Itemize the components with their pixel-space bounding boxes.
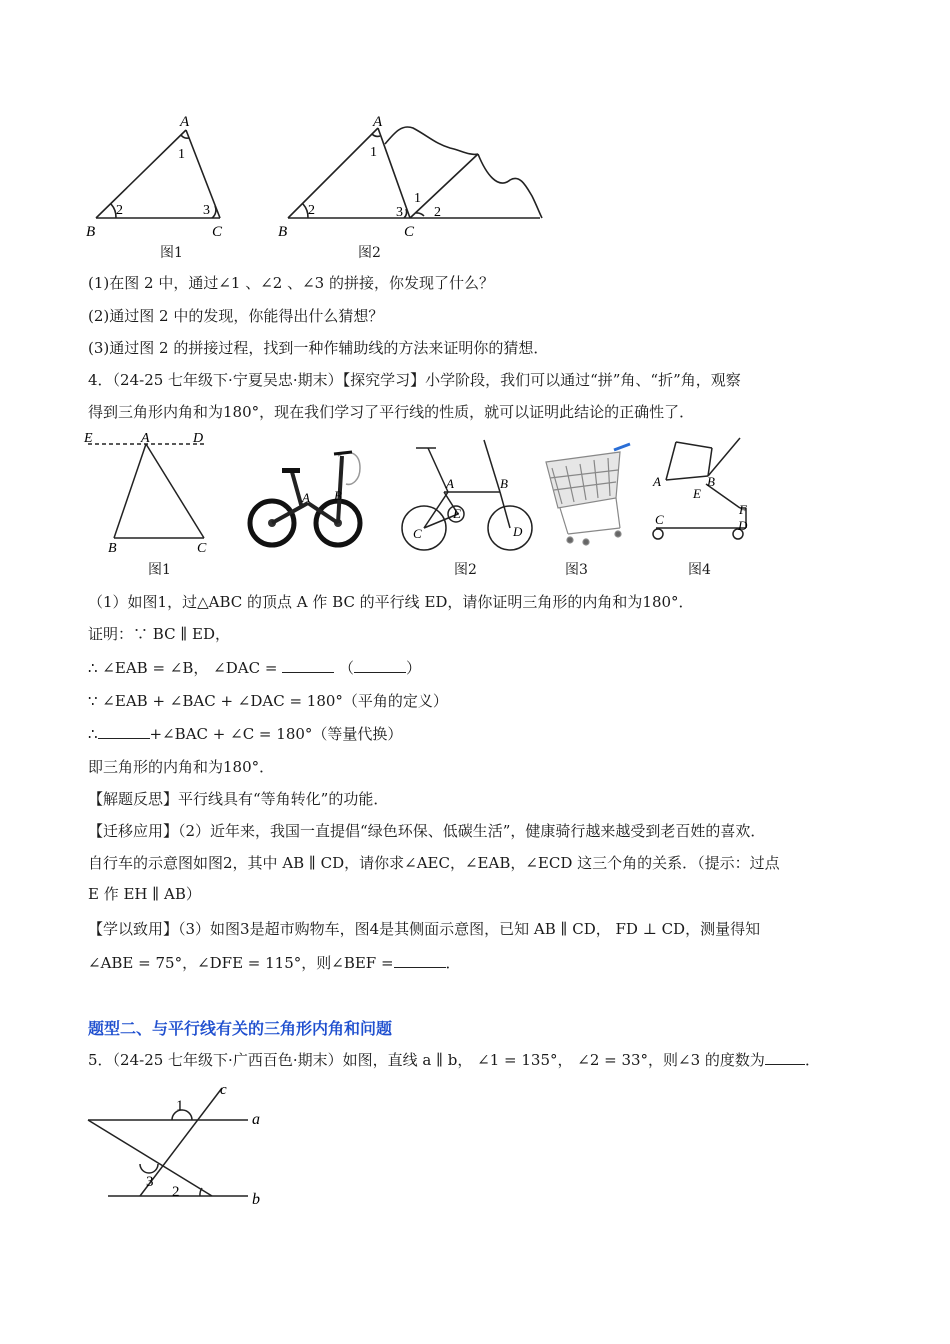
q4-step-3-answer-blank[interactable] — [98, 724, 150, 739]
fig1-angle-3: 3 — [203, 203, 210, 218]
q4-reflection: 【解题反思】平行线具有“等角转化”的功能． — [88, 790, 389, 808]
q4-step-3-text: +∠BAC + ∠C = 180°（等量代换） — [149, 725, 403, 743]
q5-question-text: 5．（24-25 七年级下·广西百色·期末）如图，直线 a ∥ b， ∠1 = 135°， ∠2 = 33°，则∠3 的度数为 — [88, 1051, 765, 1069]
q5-label-c: c — [220, 1082, 227, 1098]
q4-proof-step-3 — [88, 724, 402, 744]
q4-step-3-therefore: ∴ — [88, 725, 98, 743]
q5-angle-3: 3 — [146, 1174, 154, 1190]
q5-question-end: ． — [804, 1051, 820, 1069]
q4-fig4-label-f: F — [739, 502, 747, 517]
q4-part-2-line-2: 自行车的示意图如图2，其中 AB ∥ CD，请你求∠AEC，∠EAB，∠ECD 这三个角的关系．（提示：过点 — [88, 854, 780, 872]
q4-fig3-caption: 图3 — [565, 562, 588, 578]
q4-fig4-label-c: C — [655, 512, 664, 527]
section-heading: 题型二、与平行线有关的三角形内角和问题 — [88, 1019, 393, 1038]
q4-proof-step-2: ∵ ∠EAB + ∠BAC + ∠DAC = 180°（平角的定义） — [88, 692, 448, 710]
q4-step-1-answer-blank[interactable] — [282, 658, 334, 673]
q4-proof-conclusion: 即三角形的内角和为180°． — [88, 758, 275, 776]
fig2-label-a: A — [373, 114, 383, 130]
q4-intro-line-1: 4．（24-25 七年级下·宁夏吴忠·期末）【探究学习】小学阶段，我们可以通过“拼”角、“折”角，观察 — [88, 371, 741, 389]
q4-step-1-reason-blank[interactable] — [354, 658, 406, 673]
q3-part-3: (3)通过图 2 的拼接过程，找到一种作辅助线的方法来证明你的猜想． — [88, 339, 549, 357]
q4-part-2-line-1: 【迁移应用】（2）近年来，我国一直提倡“绿色环保、低碳生活”，健康骑行越来越受到老百姓的喜欢． — [88, 822, 766, 840]
fig1-angle-1: 1 — [178, 147, 185, 162]
fig2-angle-1: 1 — [370, 145, 377, 160]
q4-fig1-label-e: E — [84, 431, 93, 446]
q5-question — [88, 1050, 820, 1070]
q4-fig1-label-a: A — [141, 431, 150, 446]
q4-figures — [80, 428, 780, 558]
q4-part-1: （1）如图1，过△ABC 的顶点 A 作 BC 的平行线 ED，请你证明三角形的内角和为180°． — [88, 593, 694, 611]
q4-step-1-paren-close: ） — [405, 659, 421, 677]
fig1-angle-2: 2 — [116, 203, 123, 218]
q4-proof-step-1 — [88, 658, 421, 678]
q4-part-3-end: ． — [445, 954, 461, 972]
fig2-label-c: C — [404, 224, 415, 240]
fig2-angle-3: 3 — [396, 205, 403, 220]
q5-label-a: a — [252, 1111, 260, 1128]
q5-answer-blank[interactable] — [765, 1050, 805, 1065]
q4-fig2-caption: 图2 — [454, 562, 477, 578]
fig2-caption: 图2 — [358, 245, 381, 261]
q4-fig4-label-a: A — [653, 474, 661, 489]
fig1-label-b: B — [86, 224, 96, 240]
q3-part-1: (1)在图 2 中，通过∠1 、∠2 、∠3 的拼接，你发现了什么？ — [88, 274, 494, 292]
q5-lines — [88, 1088, 248, 1196]
q4-fig4-label-b: B — [707, 474, 715, 489]
fig2-label-b: B — [278, 224, 288, 240]
q4-fig1-triangle — [88, 444, 204, 538]
q4-fig4-caption: 图4 — [688, 562, 711, 578]
fig2-angle-2: 2 — [308, 203, 315, 218]
q4-step-1-text: ∴ ∠EAB = ∠B， ∠DAC = — [88, 659, 278, 677]
fig1-label-c: C — [212, 224, 223, 240]
q5-figure — [80, 1080, 280, 1210]
q4-fig1-caption: 图1 — [148, 562, 171, 578]
q4-part-3-question: ∠ABE = 75°，∠DFE = 115°，则∠BEF = — [88, 954, 394, 972]
q3-part-2: (2)通过图 2 中的发现，你能得出什么猜想？ — [88, 307, 384, 325]
figure-1-triangle — [96, 130, 220, 218]
q4-part-3-line-1: 【学以致用】（3）如图3是超市购物车，图4是其侧面示意图，已知 AB ∥ CD， FD ⊥ CD，测量得知 — [88, 920, 761, 938]
shopping-cart-icon — [546, 444, 630, 545]
q4-proof-start: 证明：∵ BC ∥ ED， — [88, 625, 230, 643]
q5-label-b: b — [252, 1191, 260, 1208]
top-triangle-figures — [80, 110, 560, 260]
q5-angle-1: 1 — [176, 1098, 184, 1114]
fig1-caption: 图1 — [160, 245, 183, 261]
q4-fig1-label-d: D — [193, 431, 204, 446]
q4-fig4-label-e: E — [693, 486, 701, 501]
bicycle-label-a: A — [302, 490, 310, 505]
fig2-angle-1b: 1 — [414, 191, 421, 206]
q4-intro-line-2: 得到三角形内角和为180°，现在我们学习了平行线的性质，就可以证明此结论的正确性了． — [88, 403, 695, 421]
q4-fig1-label-c: C — [197, 541, 207, 556]
q5-angle-2: 2 — [172, 1184, 180, 1200]
q4-step-1-paren-open: （ — [338, 659, 354, 677]
fig1-label-a: A — [180, 114, 190, 130]
q4-fig2-label-c: C — [413, 526, 422, 541]
q4-part-3-line-2 — [88, 953, 461, 973]
q4-fig2-label-b: B — [500, 476, 508, 491]
q4-part-3-answer-blank[interactable] — [394, 953, 446, 968]
q4-fig2-label-e: E — [453, 506, 461, 521]
fig2-angle-2b: 2 — [434, 205, 441, 220]
bicycle-label-b: B — [334, 488, 342, 503]
q4-fig2-label-d: D — [513, 524, 523, 539]
q4-fig1-label-b: B — [108, 541, 117, 556]
q4-fig2-label-a: A — [446, 476, 454, 491]
q4-fig4-label-d: D — [738, 518, 748, 533]
q4-part-2-line-3: E 作 EH ∥ AB） — [88, 885, 201, 903]
